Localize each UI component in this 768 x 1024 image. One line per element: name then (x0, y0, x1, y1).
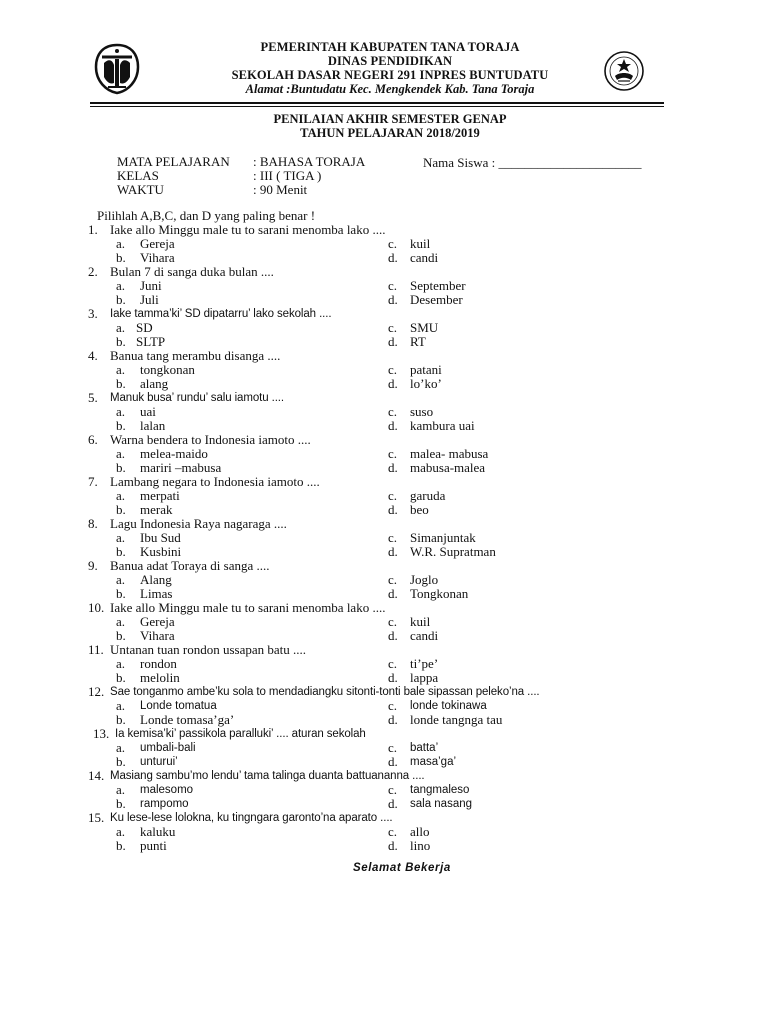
option-text: Vihara (140, 250, 175, 265)
option-text: September (410, 278, 466, 293)
option-letter: a. (116, 362, 126, 377)
school-address: Alamat :Buntudatu Kec. Mengkendek Kab. Tana Toraja (245, 82, 535, 96)
option-text: rondon (140, 656, 177, 671)
option-letter: b. (116, 628, 126, 643)
option-letter: c. (388, 278, 398, 293)
letterhead-rule-thin (90, 106, 664, 107)
question-text: Ku lese-lese lolokna, ku tingngara garonto’na aparato .... (110, 812, 393, 824)
option-text: ti’pe’ (410, 656, 439, 671)
option-text: merpati (140, 488, 180, 503)
option-letter: d. (388, 754, 398, 769)
option-letter: a. (116, 614, 126, 629)
option-text: SMU (410, 320, 439, 335)
option-letter: b. (116, 754, 126, 769)
question-13 (88, 727, 728, 741)
option-letter: b. (116, 376, 126, 391)
option-text: merak (140, 502, 173, 517)
option-text: Juli (140, 292, 159, 307)
option-letter: a. (116, 572, 126, 587)
question-text: Masiang sambu’mo lendu’ tama talinga duanta battuananna .... (110, 770, 425, 782)
option-text: W.R. Supratman (410, 544, 496, 559)
answer-option-row (88, 671, 728, 685)
question-text: Lambang negara to Indonesia iamoto .... (110, 474, 320, 489)
option-text: suso (410, 404, 434, 419)
option-letter: b. (116, 544, 126, 559)
option-text: patani (410, 362, 442, 377)
instructions: Pilihlah A,B,C, dan D yang paling benar ! (97, 208, 316, 223)
option-text: kaluku (140, 824, 176, 839)
option-letter: b. (116, 670, 126, 685)
option-letter: a. (116, 740, 126, 755)
answer-option-row (88, 447, 728, 461)
option-letter: c. (388, 446, 398, 461)
answer-option-row (88, 419, 728, 433)
question-7 (88, 475, 728, 489)
subject-value: : BAHASA TORAJA (253, 154, 366, 169)
option-text: Kusbini (140, 544, 182, 559)
answer-option-row (88, 237, 728, 251)
government-name: PEMERINTAH KABUPATEN TANA TORAJA (260, 40, 520, 54)
option-text: kuil (410, 614, 431, 629)
option-text: umbali-bali (140, 742, 196, 754)
exam-title-line1: PENILAIAN AKHIR SEMESTER GENAP (273, 112, 507, 126)
question-9 (88, 559, 728, 573)
option-text: candi (410, 628, 439, 643)
option-letter: a. (116, 278, 126, 293)
option-text: Ibu Sud (140, 530, 181, 545)
question-4 (88, 349, 728, 363)
option-letter: c. (388, 614, 398, 629)
question-3 (88, 307, 728, 321)
option-text: candi (410, 250, 439, 265)
question-number: 6. (88, 432, 98, 447)
class-value: : III ( TIGA ) (253, 168, 322, 183)
question-8 (88, 517, 728, 531)
option-text: RT (410, 334, 426, 349)
question-15 (88, 811, 728, 825)
option-text: mariri –mabusa (140, 460, 222, 475)
option-text: garuda (410, 488, 446, 503)
question-number: 1. (88, 222, 98, 237)
option-letter: c. (388, 488, 398, 503)
option-letter: a. (116, 824, 126, 839)
answer-option-row (88, 587, 728, 601)
question-5 (88, 391, 728, 405)
question-text: Iake tamma’ki’ SD dipatarru’ lako sekolah .... (110, 308, 332, 320)
answer-option-row (88, 825, 728, 839)
option-text: Londe tomatua (140, 700, 217, 712)
option-letter: d. (388, 628, 398, 643)
closing-text: Selamat Bekerja (353, 862, 451, 874)
option-text: mabusa-malea (410, 460, 486, 475)
option-text: lino (410, 838, 431, 853)
option-text: unturui’ (140, 756, 178, 768)
answer-option-row (88, 279, 728, 293)
option-letter: b. (116, 460, 126, 475)
option-letter: c. (388, 656, 398, 671)
question-10 (88, 601, 728, 615)
time-label: WAKTU (117, 182, 164, 197)
option-text: uai (140, 404, 156, 419)
option-letter: d. (388, 334, 398, 349)
option-text: Desember (410, 292, 463, 307)
question-number: 12. (88, 684, 105, 699)
question-text: Banua adat Toraya di sanga .... (110, 558, 270, 573)
answer-option-row (88, 251, 728, 265)
question-number: 13. (93, 726, 110, 741)
option-text: melea-maido (140, 446, 208, 461)
option-letter: d. (388, 292, 398, 307)
option-letter: a. (116, 530, 126, 545)
option-letter: d. (388, 838, 398, 853)
question-number: 3. (88, 306, 98, 321)
option-letter: b. (116, 838, 126, 853)
question-11 (88, 643, 728, 657)
option-text: Alang (140, 572, 172, 587)
option-letter: a. (116, 782, 126, 797)
answer-option-row (88, 405, 728, 419)
option-letter: a. (116, 320, 126, 335)
question-text: Untanan tuan rondon ussapan batu .... (110, 642, 307, 657)
option-text: Simanjuntak (410, 530, 476, 545)
answer-option-row (88, 797, 728, 811)
option-letter: d. (388, 796, 398, 811)
question-1 (88, 223, 728, 237)
option-text: punti (140, 838, 167, 853)
option-text: Tongkonan (410, 586, 469, 601)
option-text: SD (136, 320, 153, 335)
option-text: Limas (140, 586, 173, 601)
option-letter: d. (388, 418, 398, 433)
option-text: beo (410, 502, 429, 517)
question-number: 15. (88, 810, 105, 825)
question-number: 7. (88, 474, 98, 489)
answer-option-row (88, 321, 728, 335)
option-letter: b. (116, 250, 126, 265)
option-letter: c. (388, 782, 398, 797)
question-6 (88, 433, 728, 447)
question-text: Warna bendera to Indonesia iamoto .... (110, 432, 311, 447)
question-14 (88, 769, 728, 783)
option-letter: c. (388, 572, 398, 587)
option-letter: c. (388, 320, 398, 335)
option-text: Vihara (140, 628, 175, 643)
option-text: Londe tomasa’ga’ (140, 712, 235, 727)
option-letter: c. (388, 740, 398, 755)
answer-option-row (88, 461, 728, 475)
question-number: 4. (88, 348, 98, 363)
option-letter: c. (388, 362, 398, 377)
answer-option-row (88, 293, 728, 307)
option-text: malea- mabusa (410, 446, 489, 461)
question-text: Bulan 7 di sanga duka bulan .... (110, 264, 274, 279)
option-letter: a. (116, 656, 126, 671)
option-letter: c. (388, 824, 398, 839)
question-number: 10. (88, 600, 105, 615)
option-letter: d. (388, 670, 398, 685)
option-text: allo (410, 824, 430, 839)
option-text: melolin (140, 670, 180, 685)
answer-option-row (88, 783, 728, 797)
question-text: Iake allo Minggu male tu to sarani menomba lako .... (110, 222, 386, 237)
question-text: Sae tonganmo ambe’ku sola to mendadiangku sitonti-tonti bale sipassan peleko’na .... (110, 686, 540, 698)
option-text: rampomo (140, 798, 189, 810)
option-letter: b. (116, 292, 126, 307)
option-letter: b. (116, 334, 126, 349)
option-text: masa’ga’ (410, 756, 457, 768)
option-text: Gereja (140, 614, 175, 629)
question-number: 2. (88, 264, 98, 279)
option-text: malesomo (140, 784, 194, 796)
option-letter: d. (388, 460, 398, 475)
option-text: lo’ko’ (410, 376, 442, 391)
option-text: lappa (410, 670, 439, 685)
question-2 (88, 265, 728, 279)
school-name: SEKOLAH DASAR NEGERI 291 INPRES BUNTUDATU (231, 68, 549, 82)
option-letter: b. (116, 796, 126, 811)
question-text: Manuk busa’ rundu’ salu iamotu .... (110, 392, 284, 404)
answer-option-row (88, 489, 728, 503)
letterhead-rule-thick (90, 102, 664, 104)
answer-option-row (88, 629, 728, 643)
question-text: Iake allo Minggu male tu to sarani menomba lako .... (110, 600, 386, 615)
exam-title-line2: TAHUN PELAJARAN 2018/2019 (300, 126, 480, 140)
subject-label: MATA PELAJARAN (117, 154, 230, 169)
option-letter: a. (116, 488, 126, 503)
answer-option-row (88, 531, 728, 545)
option-text: londe tangnga tau (410, 712, 503, 727)
option-text: lalan (140, 418, 166, 433)
option-letter: a. (116, 404, 126, 419)
question-text: Lagu Indonesia Raya nagaraga .... (110, 516, 287, 531)
option-letter: b. (116, 502, 126, 517)
answer-option-row (88, 755, 728, 769)
option-letter: d. (388, 250, 398, 265)
option-letter: d. (388, 586, 398, 601)
option-text: tongkonan (140, 362, 195, 377)
question-number: 5. (88, 390, 98, 405)
answer-option-row (88, 335, 728, 349)
option-text: batta’ (410, 742, 439, 754)
question-number: 9. (88, 558, 98, 573)
question-text: Banua tang merambu disanga .... (110, 348, 281, 363)
option-letter: c. (388, 698, 398, 713)
answer-option-row (88, 377, 728, 391)
option-letter: d. (388, 376, 398, 391)
option-letter: b. (116, 712, 126, 727)
time-value: : 90 Menit (253, 182, 308, 197)
option-text: tangmaleso (410, 784, 470, 796)
option-letter: c. (388, 236, 398, 251)
option-text: alang (140, 376, 169, 391)
exam-title (120, 112, 660, 140)
answer-option-row (88, 657, 728, 671)
option-letter: a. (116, 698, 126, 713)
option-text: kambura uai (410, 418, 475, 433)
option-letter: b. (116, 586, 126, 601)
answer-option-row (88, 713, 728, 727)
answer-option-row (88, 545, 728, 559)
department-name: DINAS PENDIDIKAN (327, 54, 453, 68)
option-text: kuil (410, 236, 431, 251)
question-number: 8. (88, 516, 98, 531)
question-12 (88, 685, 728, 699)
answer-option-row (88, 503, 728, 517)
option-letter: b. (116, 418, 126, 433)
option-text: SLTP (136, 334, 166, 349)
option-letter: d. (388, 712, 398, 727)
option-text: Gereja (140, 236, 175, 251)
question-number: 11. (88, 642, 104, 657)
option-text: Juni (140, 278, 162, 293)
answer-option-row (88, 741, 728, 755)
option-letter: a. (116, 236, 126, 251)
answer-option-row (88, 699, 728, 713)
answer-option-row (88, 573, 728, 587)
option-letter: a. (116, 446, 126, 461)
student-name-field: Nama Siswa : ______________________ (423, 155, 642, 170)
letterhead (90, 40, 690, 96)
question-text: Ia kemisa’ki’ passikola paralluki’ .... aturan sekolah (115, 728, 366, 740)
answer-option-row (88, 363, 728, 377)
class-label: KELAS (117, 168, 159, 183)
question-number: 14. (88, 768, 105, 783)
option-text: londe tokinawa (410, 700, 487, 712)
option-letter: d. (388, 502, 398, 517)
option-text: sala nasang (410, 798, 473, 810)
option-text: Joglo (410, 572, 439, 587)
option-letter: d. (388, 544, 398, 559)
answer-option-row (88, 615, 728, 629)
option-letter: c. (388, 530, 398, 545)
question-list (88, 223, 728, 853)
answer-option-row (88, 839, 728, 853)
option-letter: c. (388, 404, 398, 419)
